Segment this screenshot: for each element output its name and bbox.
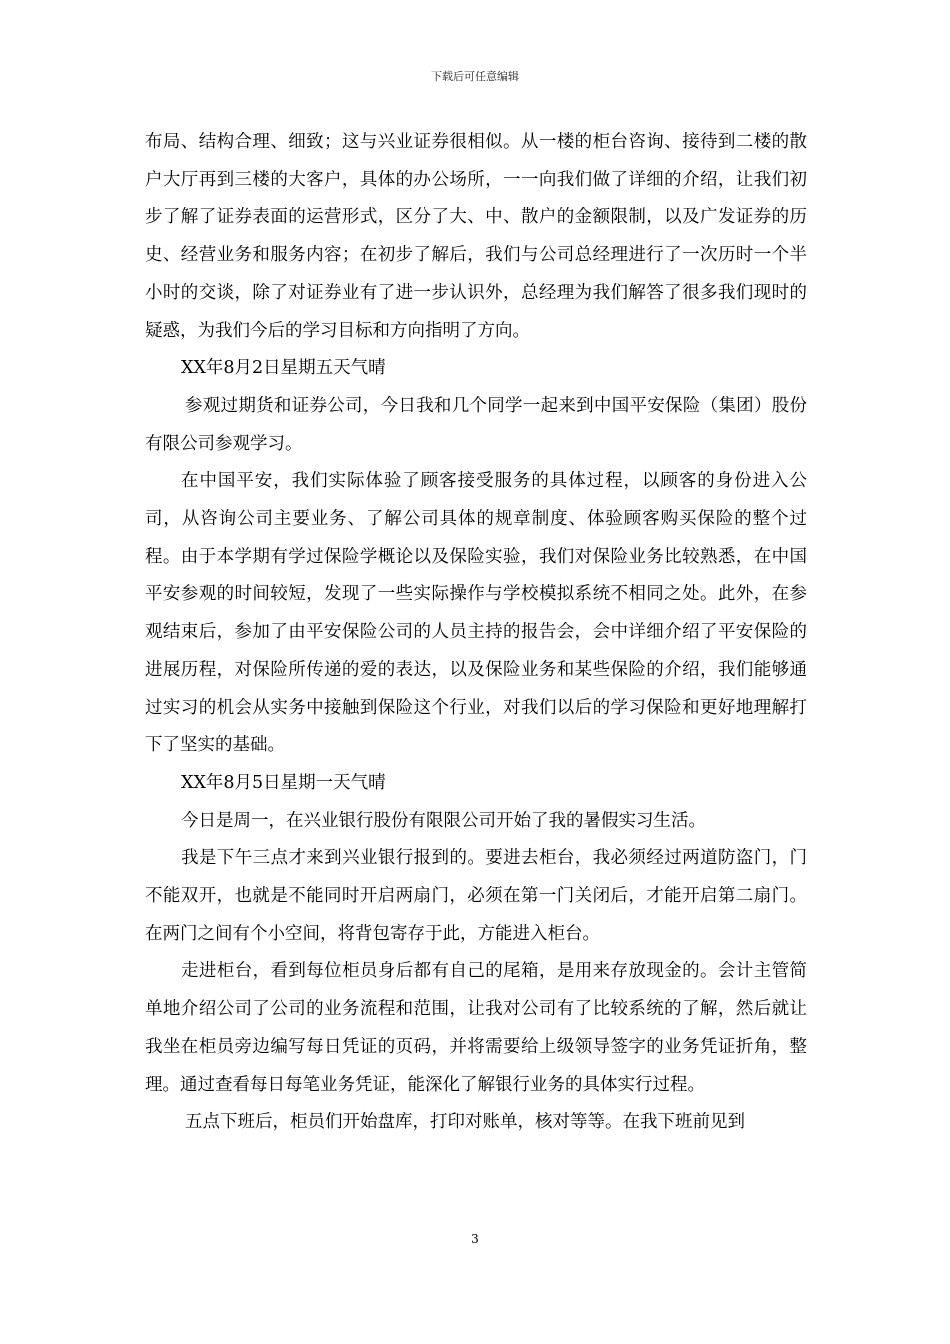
page-header: 下载后可任意编辑 [431, 70, 519, 83]
document-body [145, 124, 807, 1142]
paragraph-pingan-intro: 参观过期货和证券公司，今日我和几个同学一起来到中国平安保险（集团）股份有限公司参观学习。 [145, 395, 807, 454]
date-heading-aug-5: XX年8月5日星期一天气晴 [181, 772, 386, 793]
paragraph-internship-start: 今日是周一，在兴业银行股份有限限公司开始了我的暑假实习生活。 [181, 810, 706, 831]
paragraph-bank-arrival: 我是下午三点才来到兴业银行报到的。要进去柜台，我必须经过两道防盗门，门不能双开，也就是不能同时开启两扇门，必须在第一门关闭后，才能开启第二扇门。在两门之间有个小空间，将背包寄存于此，方能进入柜台。 [145, 848, 807, 944]
paragraph-securities-visit: 布局、结构合理、细致；这与兴业证券很相似。从一楼的柜台咨询、接待到二楼的散户大厅再到三楼的大客户，具体的办公场所，一一向我们做了详细的介绍，让我们初步了解了证券表面的运营形式，区分了大、中、散户的金额限制，以及广发证券的历史、经营业务和服务内容；在初步了解后，我们与公司总经理进行了一次历时一个半小时的交谈，除了对证券业有了进一步认识外，总经理为我们解答了很多我们现时的疑惑，为我们今后的学习目标和方向指明了方向。 [145, 132, 807, 341]
page-number: 3 [471, 1232, 479, 1246]
date-heading-aug-2: XX年8月2日星期五天气晴 [181, 358, 386, 379]
paragraph-after-work: 五点下班后，柜员们开始盘库，打印对账单，核对等等。在我下班前见到 [185, 1112, 745, 1133]
paragraph-counter-work: 走进柜台，看到每位柜员身后都有自己的尾箱，是用来存放现金的。会计主管简单地介绍公司了公司的业务流程和范围，让我对公司有了比较系统的了解，然后就让我坐在柜员旁边编写每日凭证的页码，并将需要给上级领导签字的业务凭证折角，整理。通过查看每日每笔业务凭证，能深化了解银行业务的具体实行过程。 [145, 961, 807, 1095]
paragraph-pingan-experience: 在中国平安，我们实际体验了顾客接受服务的具体过程，以顾客的身份进入公司，从咨询公司主要业务、了解公司具体的规章制度、体验顾客购买保险的整个过程。由于本学期有学过保险学概论以及保险实验，我们对保险业务比较熟悉，在中国平安参观的时间较短，发现了一些实际操作与学校模拟系统不相同之处。此外，在参观结束后，参加了由平安保险公司的人员主持的报告会，会中详细介绍了平安保险的进展历程，对保险所传递的爱的表达，以及保险业务和某些保险的介绍，我们能够通过实习的机会从实务中接触到保险这个行业，对我们以后的学习保险和更好地理解打下了坚实的基础。 [145, 471, 807, 756]
